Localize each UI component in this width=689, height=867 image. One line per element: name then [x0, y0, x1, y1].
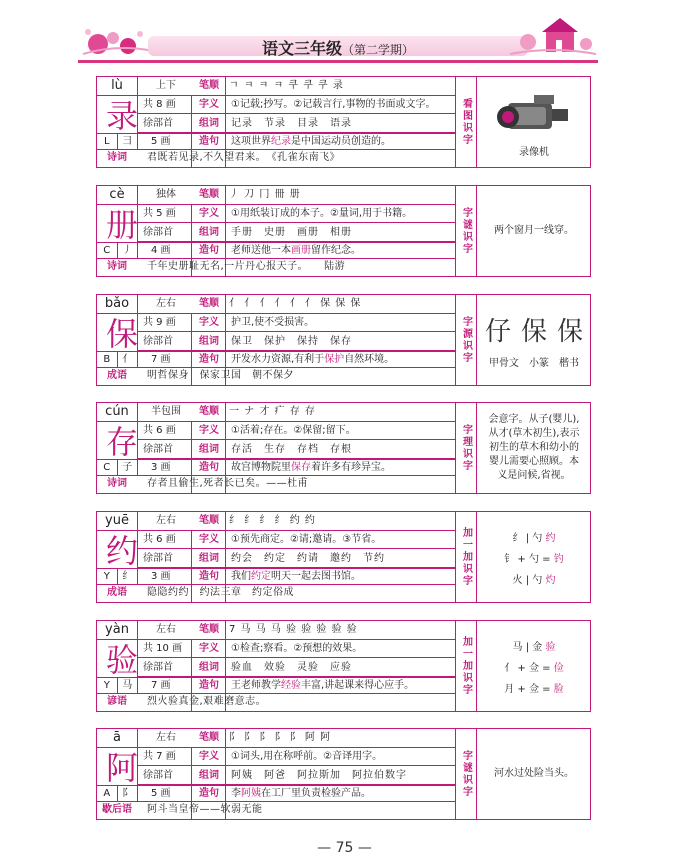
side-panel: [479, 512, 589, 602]
meaning: ①检查;察看。②预想的效果。: [231, 643, 363, 654]
meaning-label: 字义: [199, 425, 219, 436]
structure: 左右: [156, 298, 176, 309]
main-character: 阿: [105, 749, 138, 787]
house-decoration-right: [508, 14, 598, 58]
words: 保卫 保护 保持 保存: [231, 336, 352, 347]
sentence-highlight: 阿姨: [241, 788, 261, 799]
formula-result: 脸: [553, 683, 564, 695]
word-label: 组词: [199, 118, 219, 129]
index-radical: 彐: [122, 136, 133, 147]
formula-result: 约: [545, 532, 556, 544]
bottom-label: 成语: [107, 370, 127, 381]
main-character: 册: [105, 206, 138, 244]
meaning-label: 字义: [199, 643, 219, 654]
video-camera-icon: [494, 87, 574, 143]
radical-label: 徐部首: [143, 118, 173, 129]
radical-label: 徐部首: [143, 662, 173, 673]
stroke-order-label: 笔顺: [199, 80, 219, 91]
word-label: 组词: [199, 227, 219, 238]
stroke-count: 共 6 画: [143, 534, 176, 545]
meaning-label: 字义: [199, 751, 219, 762]
side-panel: [479, 77, 589, 167]
sentence-start: 我们: [231, 571, 251, 582]
meaning: 护卫,使不受损害。: [231, 317, 315, 328]
main-character: 保: [105, 315, 138, 353]
stroke-order: ㄱ ㅋ ㅋ ㅋ 쿠 쿠 쿠 录: [229, 80, 344, 91]
stroke-row: [97, 512, 455, 531]
meaning: ①活着;存在。②保留;留下。: [231, 425, 356, 436]
sentence-label: 造句: [199, 136, 219, 147]
sentence-start: 这项世界: [231, 136, 271, 147]
stroke-row: [97, 403, 455, 422]
character-card: [96, 728, 591, 820]
side-panel: [479, 729, 589, 819]
character-card: [96, 76, 591, 168]
side-panel: [479, 403, 589, 493]
meaning-label: 字义: [199, 208, 219, 219]
words: 存活 生存 存档 存根: [231, 444, 352, 455]
formula-parts: 马 | 金: [512, 641, 543, 653]
sentence-highlight: 经验: [281, 680, 301, 691]
stroke-order-label: 笔顺: [199, 624, 219, 635]
sentence-start: 李: [231, 788, 241, 799]
pinyin: cún: [105, 404, 129, 419]
meaning: ①预先商定。②请;邀请。③节省。: [231, 534, 382, 545]
side-caption: 甲骨文 小篆 楷书: [489, 358, 579, 369]
character-card: [96, 620, 591, 712]
index-letter: Y: [97, 678, 118, 694]
formula-parts: 亻 + 佥 =: [504, 662, 551, 674]
other-strokes: 7 画: [151, 354, 171, 365]
character-card: [96, 402, 591, 494]
other-strokes: 5 画: [151, 788, 171, 799]
index-letter: A: [97, 786, 118, 802]
bottom-text: 烈火验真金,艰难磨意志。: [147, 696, 267, 707]
side-text: 河水过处险当头。: [494, 768, 574, 779]
character-card: [96, 511, 591, 603]
bottom-text: 阿斗当皇帝——软弱无能: [147, 804, 263, 815]
bottom-row: [97, 694, 451, 710]
word-label: 组词: [199, 444, 219, 455]
stroke-count: 共 6 画: [143, 425, 176, 436]
stroke-row: [97, 729, 455, 748]
formula-parts: 钅 + 勺 =: [504, 553, 551, 565]
main-character: 约: [105, 532, 138, 570]
stroke-count: 共 8 画: [143, 99, 176, 110]
radical-label: 徐部首: [143, 336, 173, 347]
bottom-text: 君既若见录,不久望君来。 《孔雀东南飞》: [147, 152, 341, 163]
book-subtitle: （第二学期）: [342, 43, 415, 57]
bottom-row: [97, 802, 451, 818]
book-title: 语文三年级: [261, 39, 342, 58]
pinyin: yuē: [105, 513, 129, 528]
side-label: 字谜识字: [455, 186, 477, 276]
index-radical: 丿: [122, 245, 133, 256]
stroke-count: 共 10 画: [143, 643, 183, 654]
side-panel: [479, 186, 589, 276]
stroke-order: 阝 阝 阝 阝 阝 阿 阿: [229, 732, 332, 743]
character-card: [96, 185, 591, 277]
word-label: 组词: [199, 553, 219, 564]
sentence-label: 造句: [199, 571, 219, 582]
sentence-start: 开发水力资源,有利于: [231, 354, 325, 365]
sentence-label: 造句: [199, 680, 219, 691]
sentence-highlight: 纪录: [271, 136, 291, 147]
structure: 半包围: [151, 406, 181, 417]
side-label: 看图识字: [455, 77, 477, 167]
meaning-label: 字义: [199, 317, 219, 328]
other-strokes: 4 画: [151, 245, 171, 256]
index-radical: 阝: [122, 788, 133, 799]
word-label: 组词: [199, 662, 219, 673]
bottom-label: 诗词: [107, 478, 127, 489]
formula-parts: 火 | 勺: [512, 574, 543, 586]
sentence-label: 造句: [199, 788, 219, 799]
character-card: [96, 294, 591, 386]
index-letter: Y: [97, 569, 118, 585]
sentence-start: 老师送他一本: [231, 245, 291, 256]
stroke-order-label: 笔顺: [199, 189, 219, 200]
pinyin: yàn: [105, 622, 129, 637]
stroke-count: 共 9 画: [143, 317, 176, 328]
stroke-order-label: 笔顺: [199, 406, 219, 417]
pinyin: lù: [111, 78, 123, 93]
side-panel: [479, 621, 589, 711]
stroke-order: 亻 亻 亻 亻 亻 亻 保 保 保: [229, 298, 362, 309]
pinyin: ā: [113, 730, 121, 745]
header-rule: [78, 60, 598, 63]
other-strokes: 5 画: [151, 136, 171, 147]
stroke-order: 丿 刀 冂 冊 册: [229, 189, 301, 200]
radical-label: 徐部首: [143, 770, 173, 781]
side-label: 字源识字: [455, 295, 477, 385]
bottom-row: [97, 368, 451, 384]
formula-parts: 纟 | 勺: [512, 532, 543, 544]
side-panel: [479, 295, 589, 385]
bottom-label: 成语: [107, 587, 127, 598]
structure: 左右: [156, 624, 176, 635]
other-strokes: 3 画: [151, 571, 171, 582]
word-label: 组词: [199, 336, 219, 347]
side-label: 加一加识字: [455, 512, 477, 602]
meaning: ①用纸装订成的本子。②量词,用于书籍。: [231, 208, 413, 219]
words: 阿姨 阿爸 阿拉斯加 阿拉伯数字: [231, 770, 407, 781]
bottom-text: 存者且偷生,死者长已矣。——杜甫: [147, 478, 309, 489]
stroke-row: [97, 621, 455, 640]
words: 手册 史册 画册 相册: [231, 227, 352, 238]
bottom-row: [97, 150, 451, 166]
sentence-label: 造句: [199, 462, 219, 473]
side-caption: 录像机: [519, 146, 549, 158]
other-strokes: 3 画: [151, 462, 171, 473]
pinyin: cè: [109, 187, 125, 202]
stroke-row: [97, 77, 455, 96]
bottom-row: [97, 585, 451, 601]
main-character: 验: [105, 641, 138, 679]
stroke-order-label: 笔顺: [199, 732, 219, 743]
sentence-end: 自然环境。: [344, 354, 395, 365]
regular-script-glyph: 保: [557, 317, 584, 347]
sentence-highlight: 保护: [324, 354, 345, 365]
stroke-order-label: 笔顺: [199, 298, 219, 309]
meaning: ①记载;抄写。②记载言行,事物的书面或文字。: [231, 99, 436, 110]
radical-label: 徐部首: [143, 227, 173, 238]
oracle-bone-glyph: 仔: [484, 317, 511, 347]
stroke-order: 一 ナ 才 疒 存 存: [229, 406, 316, 417]
formula-result: 钓: [553, 553, 564, 565]
stroke-row: [97, 295, 455, 314]
stroke-count: 共 5 画: [143, 208, 176, 219]
word-label: 组词: [199, 770, 219, 781]
stroke-row: [97, 186, 455, 205]
radical-label: 徐部首: [143, 553, 173, 564]
index-radical: 马: [122, 680, 133, 691]
sentence-end: 在工厂里负责检验产品。: [261, 788, 371, 799]
bottom-label: 诗词: [107, 261, 127, 272]
formula-result: 灼: [545, 574, 556, 586]
side-text: 会意字。从子(婴儿),从才(草木初生),表示初生的草木和幼小的婴儿需要心照顾。本义是问候,省视。: [488, 414, 580, 481]
page-number: — 75 —: [317, 840, 372, 856]
side-label: 加一加识字: [455, 621, 477, 711]
meaning-label: 字义: [199, 534, 219, 545]
sentence-highlight: 约定: [251, 571, 271, 582]
pinyin: bǎo: [104, 296, 130, 311]
bottom-label: 歇后语: [102, 804, 132, 815]
bottom-row: [97, 259, 451, 275]
index-letter: B: [97, 352, 118, 368]
index-letter: L: [97, 134, 118, 150]
stroke-order: 纟 纟 纟 纟 约 约: [229, 515, 316, 526]
index-radical: 子: [122, 462, 133, 473]
other-strokes: 7 画: [151, 680, 171, 691]
bottom-text: 明哲保身 保家卫国 朝不保夕: [147, 370, 294, 381]
index-letter: C: [97, 243, 118, 259]
sentence-end: 是中国运动员创造的。: [291, 136, 391, 147]
index-radical: 纟: [122, 571, 133, 582]
bottom-row: [97, 476, 451, 492]
page-header: [78, 10, 598, 68]
stroke-count: 共 7 画: [143, 751, 176, 762]
structure: 上下: [156, 80, 176, 91]
formula-parts: 月 + 佥 =: [504, 683, 551, 695]
sentence-start: 故宫博物院里: [231, 462, 291, 473]
index-letter: C: [97, 460, 118, 476]
sentence-end: 丰富,讲起课来得心应手。: [301, 680, 415, 691]
formula-result: 验: [545, 641, 556, 653]
sentence-end: 着许多有珍异宝。: [311, 462, 391, 473]
words: 约会 约定 约请 邀约 节约: [231, 553, 385, 564]
structure: 左右: [156, 732, 176, 743]
words: 记录 节录 目录 语录: [231, 118, 352, 129]
structure: 左右: [156, 515, 176, 526]
sentence-start: 王老师教学: [231, 680, 281, 691]
words: 验血 效验 灵验 应验: [231, 662, 352, 673]
main-character: 存: [105, 423, 138, 461]
formula-result: 俭: [553, 662, 564, 674]
meaning-label: 字义: [199, 99, 219, 110]
side-label: 字理识字: [455, 403, 477, 493]
sentence-highlight: 画册: [291, 245, 311, 256]
side-label: 字谜识字: [455, 729, 477, 819]
bottom-label: 诗词: [107, 152, 127, 163]
bottom-label: 谚语: [107, 696, 127, 707]
stroke-order: 7 马 马 马 验 验 验 验 验: [229, 624, 358, 635]
sentence-label: 造句: [199, 245, 219, 256]
sentence-label: 造句: [199, 354, 219, 365]
structure: 独体: [156, 189, 176, 200]
stroke-order-label: 笔顺: [199, 515, 219, 526]
side-text: 两个窗月一线穿。: [494, 225, 574, 236]
bottom-text: 隐隐约约 约法三章 约定俗成: [147, 587, 294, 598]
seal-script-glyph: 保: [520, 317, 547, 347]
main-character: 录: [105, 97, 138, 135]
sentence-end: 明天一起去图书馆。: [271, 571, 361, 582]
index-radical: 亻: [122, 354, 133, 365]
sentence-highlight: 保存: [291, 462, 311, 473]
meaning: ①词头,用在称呼前。②音译用字。: [231, 751, 383, 762]
bottom-text: 千年史册耻无名,一片丹心报天子。 陆游: [147, 261, 346, 272]
sentence-end: 留作纪念。: [311, 245, 361, 256]
radical-label: 徐部首: [143, 444, 173, 455]
